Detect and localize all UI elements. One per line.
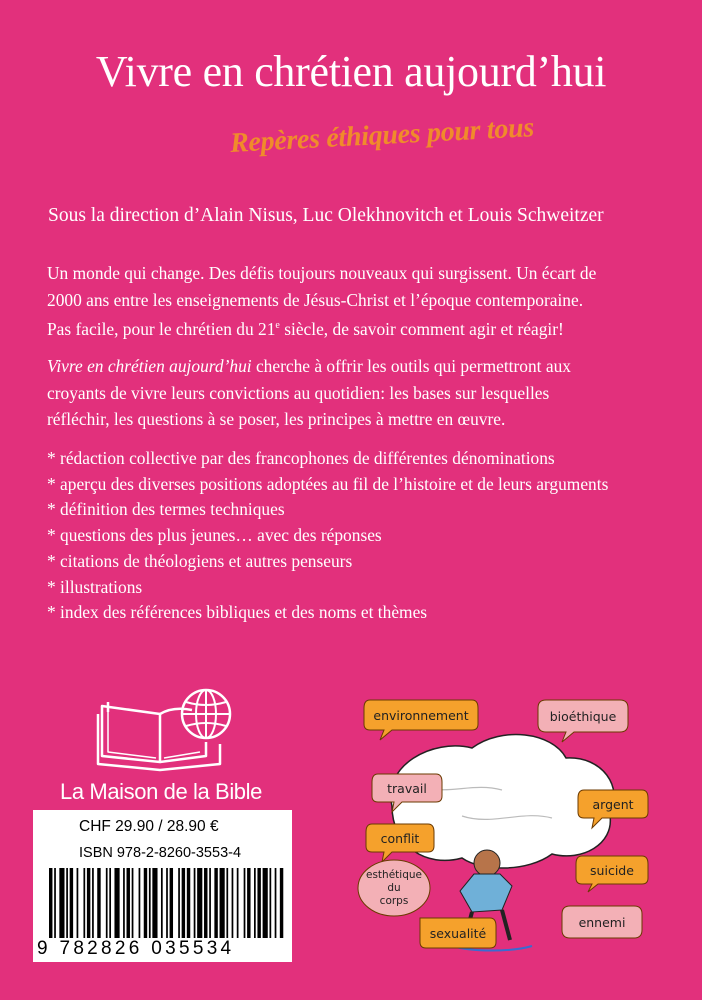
barcode-bar [123, 868, 125, 938]
barcode-label [33, 810, 292, 962]
publisher-name: La Maison de la Bible [60, 779, 262, 804]
bubble-text-travail: travail [387, 781, 427, 796]
barcode-bar [149, 868, 151, 938]
barcode-bar [209, 868, 211, 938]
description-paragraph [47, 353, 697, 433]
intro-line-3-start: Pas facile, pour le chrétien du 21 [47, 318, 276, 339]
barcode-bar [247, 868, 250, 938]
bubble-text-suicide: suicide [590, 863, 634, 878]
bubble-text-ennemi: ennemi [578, 915, 626, 930]
description-line-1 [47, 353, 697, 380]
barcode-bar [244, 868, 246, 938]
barcode-bar [109, 868, 111, 938]
bubble-text-bioethique: bioéthique [549, 709, 617, 724]
bubble-text-sexualite: sexualité [429, 926, 487, 941]
isbn-text: ISBN 978-2-8260-3553-4 [79, 845, 242, 861]
intro-line-3-end: siècle, de savoir comment agir et réagir! [279, 318, 564, 339]
barcode-bar [77, 868, 79, 938]
barcode-bar [166, 868, 168, 938]
bubble-ennemi [562, 906, 642, 938]
barcode-bars [49, 868, 285, 938]
intro-line-2: 2000 ans entre les enseignements de Jésus-Christ et l’époque contemporaine. [47, 289, 584, 310]
barcode-bar [220, 868, 225, 938]
book-subtitle: Repères éthiques pour tous [229, 112, 535, 159]
barcode-bar [204, 868, 207, 938]
barcode-bar [59, 868, 64, 938]
barcode-bar [269, 868, 271, 938]
bubble-text-argent: argent [592, 797, 634, 812]
list-item: * illustrations [47, 576, 143, 597]
bubble-text-environnement: environnement [373, 708, 469, 723]
list-item: * rédaction collective par des francophones de différentes dénominations [47, 448, 555, 468]
ethics-cartoon-illustration [352, 686, 662, 962]
description-line-1-rest: cherche à offrir les outils qui permettront aux [251, 356, 571, 376]
barcode-bar [54, 868, 56, 938]
barcode-digits: 9 782826 035534 [37, 938, 235, 959]
authors-line: Sous la direction d’Alain Nisus, Luc Olekhnovitch et Louis Schweitzer [48, 205, 604, 226]
intro-line-1: Un monde qui change. Des défis toujours nouveaux qui surgissent. Un écart de [47, 263, 597, 283]
barcode-bar [182, 868, 185, 938]
barcode-bar [97, 868, 100, 938]
book-title: Vivre en chrétien aujourd’hui [95, 47, 607, 96]
barcode-bar [194, 868, 196, 938]
open-book-globe-icon [96, 684, 236, 772]
price-text: CHF 29.90 / 28.90 € [79, 818, 219, 835]
barcode-bar [83, 868, 85, 938]
bubble-sexualite [420, 918, 496, 948]
list-item: * questions des plus jeunes… avec des réponses [47, 525, 382, 546]
barcode-bar [49, 868, 52, 938]
description-line-2: croyants de vivre leurs convictions au quotidien: les bases sur lesquelles [47, 382, 550, 403]
barcode-bar [254, 868, 256, 938]
barcode-bar [197, 868, 202, 938]
book-title-italic: Vivre en chrétien aujourd’hui [47, 356, 252, 376]
description-line-3: réfléchir, les questions à se poser, les principes à mettre en œuvre. [47, 409, 506, 429]
barcode-bar [92, 868, 94, 938]
barcode-bar [106, 868, 108, 938]
bubble-text-esthetique-3: corps [379, 895, 409, 907]
barcode-bar [263, 868, 268, 938]
intro-line-3 [47, 313, 697, 342]
barcode-bar [161, 868, 163, 938]
list-item: * index des références bibliques et des noms et thèmes [47, 602, 428, 623]
list-item: * citations de théologiens et autres penseurs [47, 550, 353, 571]
barcode-bar [114, 868, 119, 938]
barcode-bar [132, 868, 134, 938]
barcode-bar [232, 868, 234, 938]
barcode-bar [237, 868, 239, 938]
barcode-bar [187, 868, 190, 938]
barcode-bar [226, 868, 228, 938]
feature-list [47, 446, 697, 626]
bubble-esthetique [358, 860, 430, 916]
barcode-bar [257, 868, 260, 938]
bubble-text-esthetique-2: du [387, 882, 401, 894]
century-superscript: e [275, 320, 280, 331]
barcode-bar [275, 868, 277, 938]
barcode-bar [127, 868, 130, 938]
barcode-bar [70, 868, 73, 938]
barcode-bar [152, 868, 157, 938]
barcode-bar [139, 868, 141, 938]
intro-paragraph [47, 260, 697, 342]
barcode-bar [280, 868, 283, 938]
barcode-bar [214, 868, 217, 938]
barcode-bar [178, 868, 180, 938]
barcode-bar [170, 868, 173, 938]
barcode-bar [144, 868, 147, 938]
list-item: * définition des termes techniques [47, 499, 285, 520]
list-item: * aperçu des diverses positions adoptées au fil de l’histoire et de leurs arguments [47, 473, 609, 494]
bubble-text-conflit: conflit [380, 831, 420, 846]
bubble-text-esthetique-1: esthétique [366, 869, 422, 881]
barcode-bar [87, 868, 90, 938]
barcode-bar [66, 868, 68, 938]
